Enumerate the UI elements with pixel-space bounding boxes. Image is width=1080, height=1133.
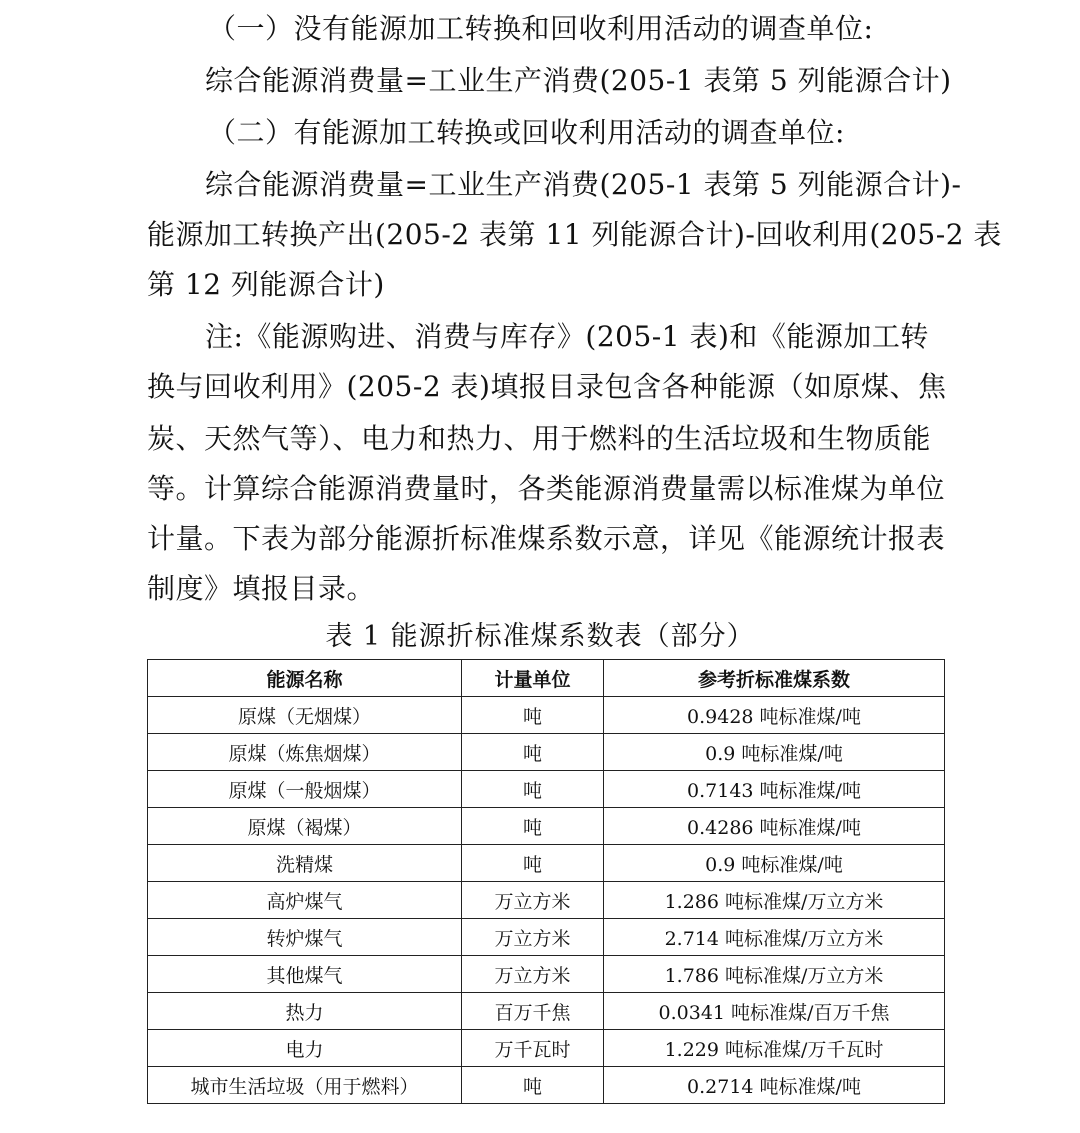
table-row (148, 1067, 945, 1104)
table-row (148, 1030, 945, 1067)
unit-cell: 吨 (462, 1067, 604, 1104)
note-line5: 计量。下表为部分能源折标准煤系数示意，详见《能源统计报表 (147, 522, 946, 555)
section2-formula-line3: 第 12 列能源合计) (147, 268, 385, 301)
section1-heading: （一）没有能源加工转换和回收利用活动的调查单位: (208, 12, 874, 45)
unit-cell: 吨 (462, 734, 604, 771)
header-unit: 计量单位 (462, 660, 604, 697)
note-line3: 炭、天然气等）、电力和热力、用于燃料的生活垃圾和生物质能 (147, 422, 932, 455)
note-line2: 换与回收利用》(205-2 表)填报目录包含各种能源（如原煤、焦 (147, 370, 947, 403)
unit-cell: 百万千焦 (462, 993, 604, 1030)
unit-cell: 万立方米 (462, 956, 604, 993)
factor-cell: 0.7143 吨标准煤/吨 (604, 771, 945, 808)
energy-name-cell: 原煤（褐煤） (148, 808, 462, 845)
table-row (148, 956, 945, 993)
energy-name-cell: 原煤（炼焦烟煤） (148, 734, 462, 771)
factor-cell: 1.786 吨标准煤/万立方米 (604, 956, 945, 993)
factor-cell: 0.4286 吨标准煤/吨 (604, 808, 945, 845)
factor-cell: 2.714 吨标准煤/万立方米 (604, 919, 945, 956)
table-row (148, 993, 945, 1030)
note-line1: 注:《能源购进、消费与库存》(205-1 表)和《能源加工转 (205, 320, 929, 353)
energy-name-cell: 原煤（一般烟煤） (148, 771, 462, 808)
factor-cell: 0.9 吨标准煤/吨 (604, 845, 945, 882)
factor-cell: 0.9428 吨标准煤/吨 (604, 697, 945, 734)
energy-name-cell: 原煤（无烟煤） (148, 697, 462, 734)
header-factor: 参考折标准煤系数 (604, 660, 945, 697)
unit-cell: 吨 (462, 697, 604, 734)
energy-name-cell: 热力 (148, 993, 462, 1030)
unit-cell: 万立方米 (462, 882, 604, 919)
table-caption: 表 1 能源折标准煤系数表（部分） (325, 621, 755, 652)
table-row (148, 845, 945, 882)
energy-name-cell: 转炉煤气 (148, 919, 462, 956)
energy-name-cell: 城市生活垃圾（用于燃料） (148, 1067, 462, 1104)
table-row (148, 734, 945, 771)
table-row (148, 919, 945, 956)
factor-cell: 1.286 吨标准煤/万立方米 (604, 882, 945, 919)
table-row (148, 771, 945, 808)
unit-cell: 吨 (462, 808, 604, 845)
energy-name-cell: 洗精煤 (148, 845, 462, 882)
note-line4: 等。计算综合能源消费量时，各类能源消费量需以标准煤为单位 (147, 472, 946, 505)
header-energy-name: 能源名称 (148, 660, 462, 697)
factor-cell: 0.2714 吨标准煤/吨 (604, 1067, 945, 1104)
unit-cell: 吨 (462, 771, 604, 808)
factor-cell: 0.9 吨标准煤/吨 (604, 734, 945, 771)
energy-name-cell: 其他煤气 (148, 956, 462, 993)
section2-formula-line2: 能源加工转换产出(205-2 表第 11 列能源合计)-回收利用(205-2 表 (147, 218, 1002, 251)
factor-cell: 1.229 吨标准煤/万千瓦时 (604, 1030, 945, 1067)
note-line6: 制度》填报目录。 (147, 572, 376, 605)
unit-cell: 万立方米 (462, 919, 604, 956)
table-row (148, 697, 945, 734)
section2-heading: （二）有能源加工转换或回收利用活动的调查单位: (208, 116, 845, 149)
table-header-row (148, 660, 945, 697)
factor-cell: 0.0341 吨标准煤/百万千焦 (604, 993, 945, 1030)
table-row (148, 882, 945, 919)
unit-cell: 吨 (462, 845, 604, 882)
table-row (148, 808, 945, 845)
conversion-factor-table (147, 659, 945, 1104)
section2-formula-line1: 综合能源消费量=工业生产消费(205-1 表第 5 列能源合计)- (205, 168, 962, 201)
energy-name-cell: 电力 (148, 1030, 462, 1067)
energy-name-cell: 高炉煤气 (148, 882, 462, 919)
section1-formula: 综合能源消费量=工业生产消费(205-1 表第 5 列能源合计) (205, 64, 952, 97)
unit-cell: 万千瓦时 (462, 1030, 604, 1067)
